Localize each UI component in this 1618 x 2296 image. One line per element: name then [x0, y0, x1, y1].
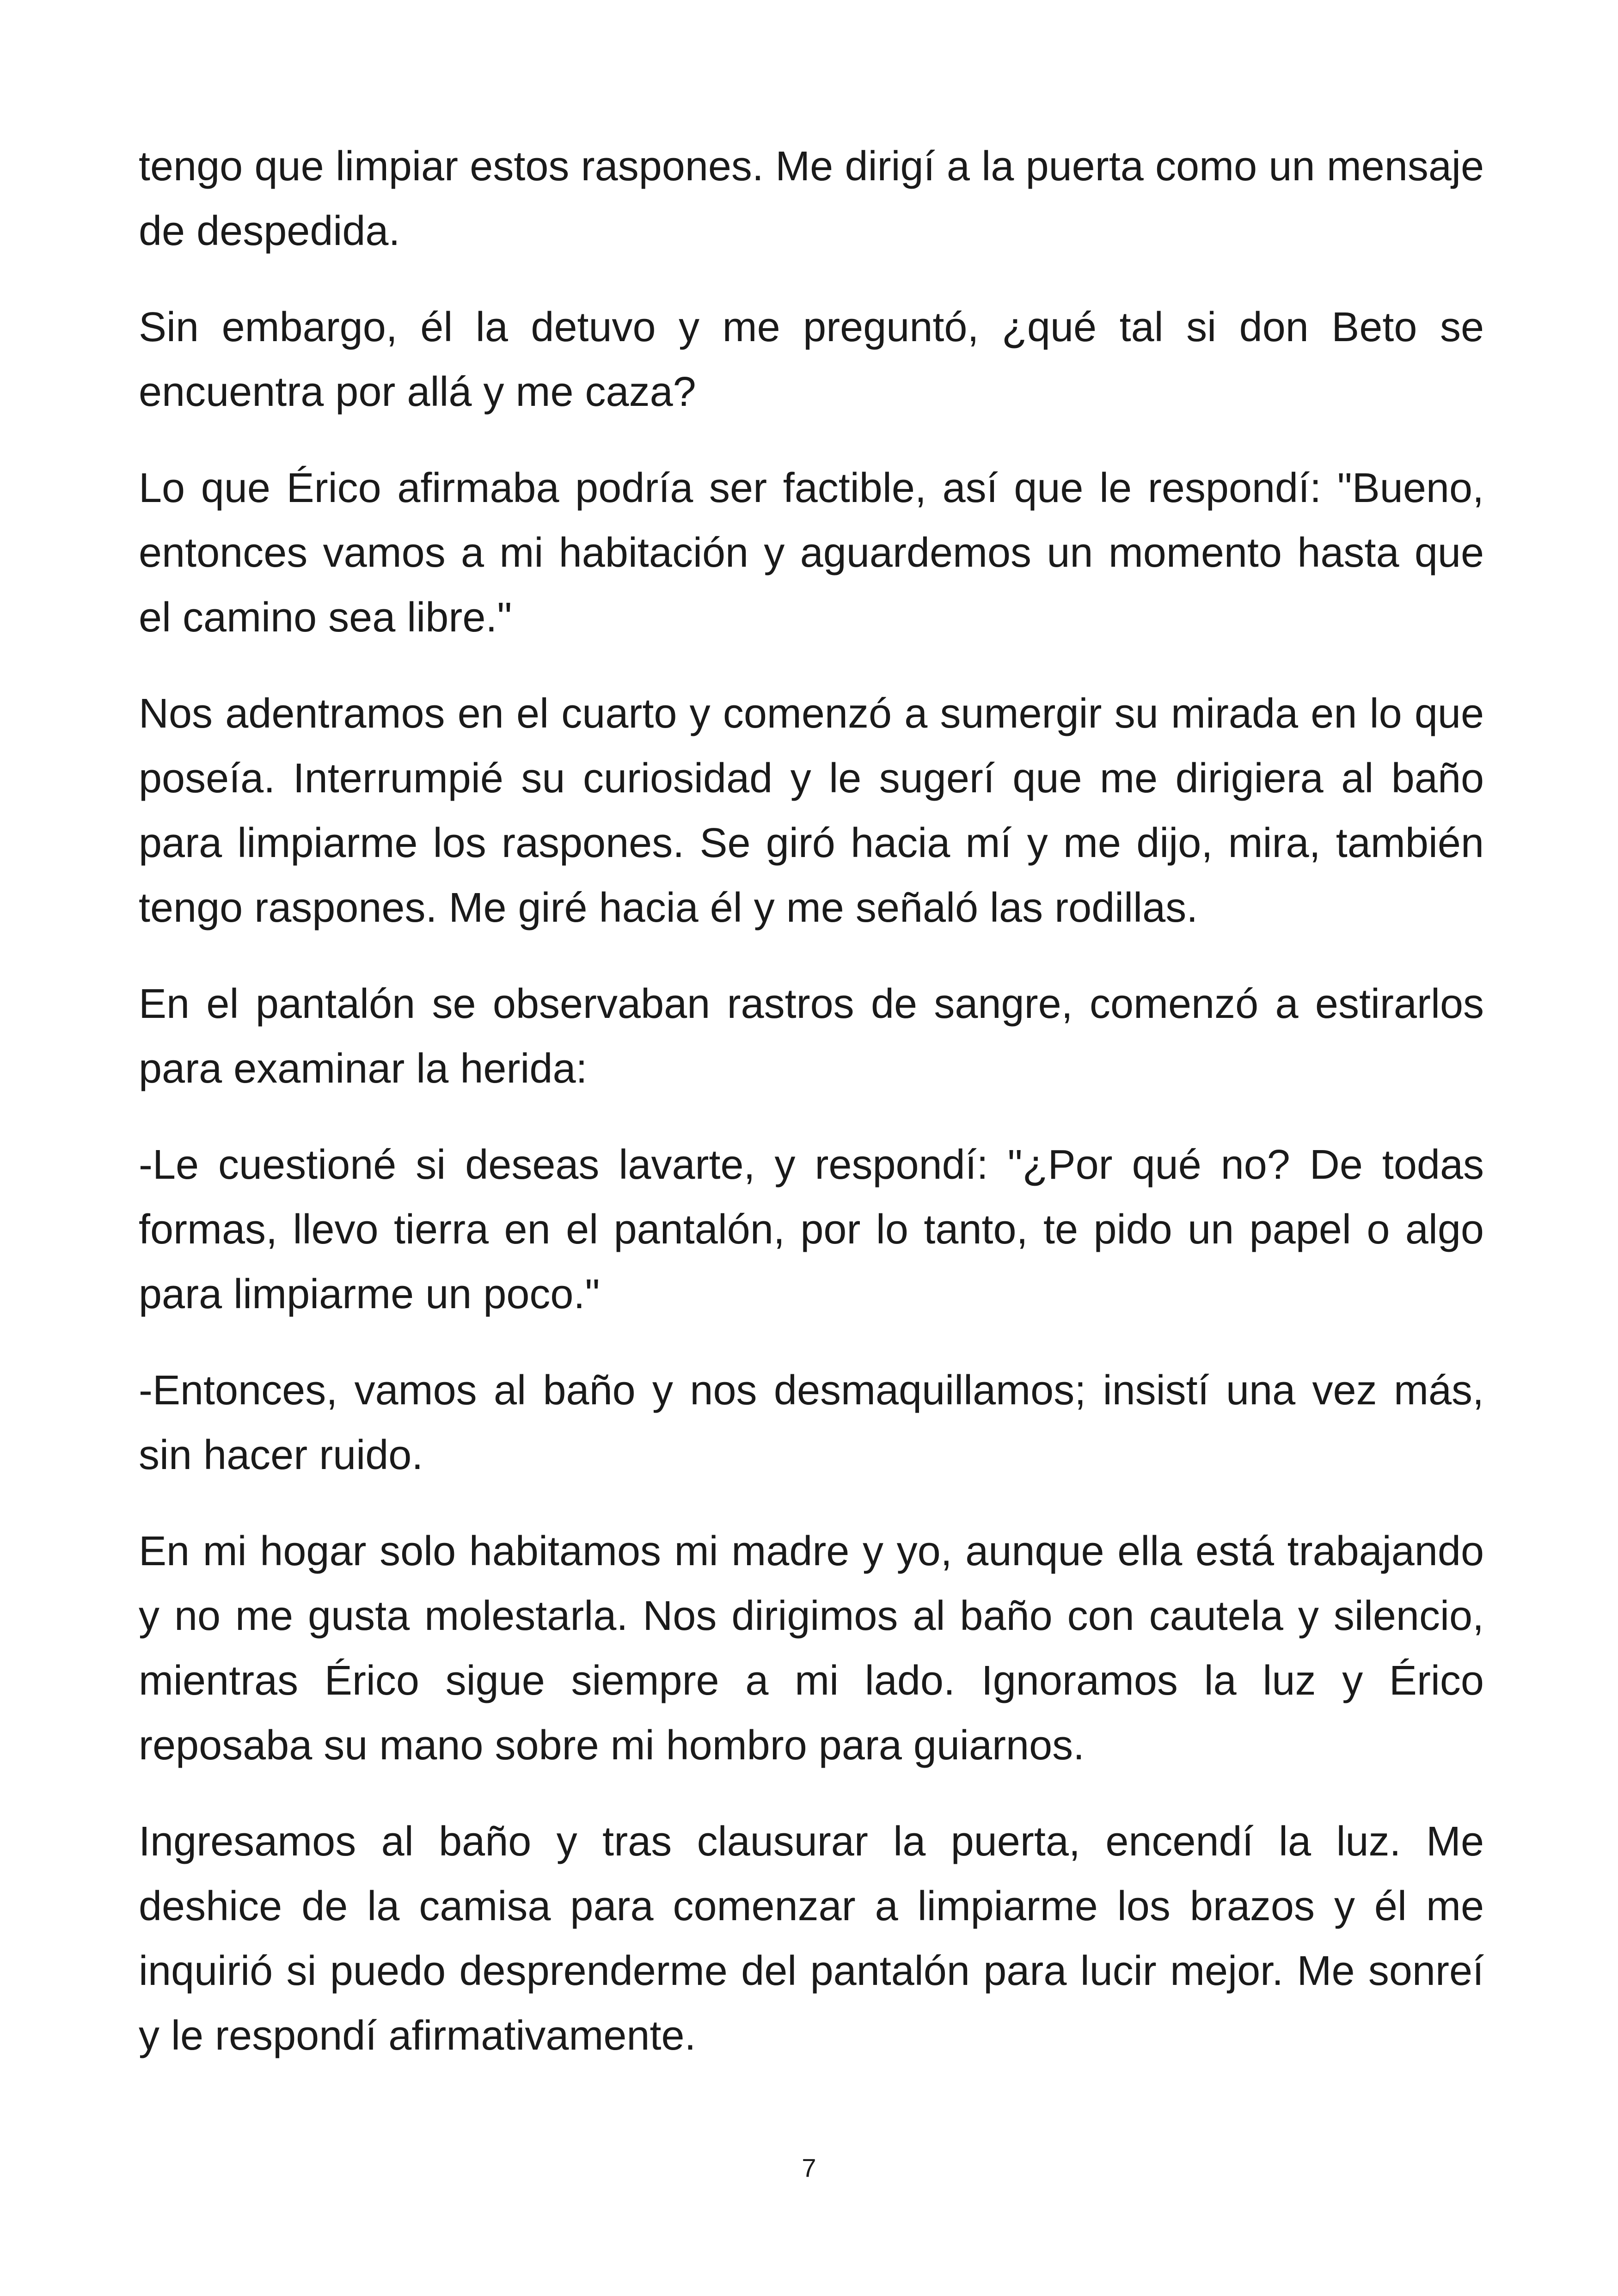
paragraph: En el pantalón se observaban rastros de sangre, comenzó a estirarlos para examinar la herida:	[139, 981, 1484, 1092]
paragraph: Nos adentramos en el cuarto y comenzó a sumergir su mirada en lo que poseía. Interrumpié su curiosidad y le sugerí que me dirigiera al baño para limpiarme los raspones. Se giró hacia mí y me dijo, mira, también tengo raspones. Me giré hacia él y me señaló las rodillas.	[139, 691, 1484, 931]
paragraph: Lo que Érico afirmaba podría ser factible, así que le respondí: "Bueno, entonces vamos a mi habitación y aguardemos un momento hasta que el camino sea libre."	[139, 465, 1484, 641]
paragraph: Ingresamos al baño y tras clausurar la puerta, encendí la luz. Me deshice de la camisa para comenzar a limpiarme los brazos y él me inquirió si puedo desprenderme del pantalón para lucir mejor. Me sonreí y le respondí afirmativamente.	[139, 1818, 1484, 2059]
paragraph: En mi hogar solo habitamos mi madre y yo, aunque ella está trabajando y no me gusta molestarla. Nos dirigimos al baño con cautela y silencio, mientras Érico sigue siempre a mi lado. Ignoramos la luz y Érico reposaba su mano sobre mi hombro para guiarnos.	[139, 1528, 1484, 1769]
page-number: 7	[802, 2153, 816, 2182]
paragraph: tengo que limpiar estos raspones. Me dirigí a la puerta como un mensaje de despedida.	[139, 143, 1484, 254]
body-text	[139, 134, 1484, 2100]
paragraph: Sin embargo, él la detuvo y me preguntó, ¿qué tal si don Beto se encuentra por allá y me caza?	[139, 304, 1484, 415]
paragraph: -Entonces, vamos al baño y nos desmaquillamos; insistí una vez más, sin hacer ruido.	[139, 1367, 1484, 1478]
paragraph: -Le cuestioné si deseas lavarte, y respondí: "¿Por qué no? De todas formas, llevo tierra en el pantalón, por lo tanto, te pido un papel o algo para limpiarme un poco."	[139, 1142, 1484, 1317]
